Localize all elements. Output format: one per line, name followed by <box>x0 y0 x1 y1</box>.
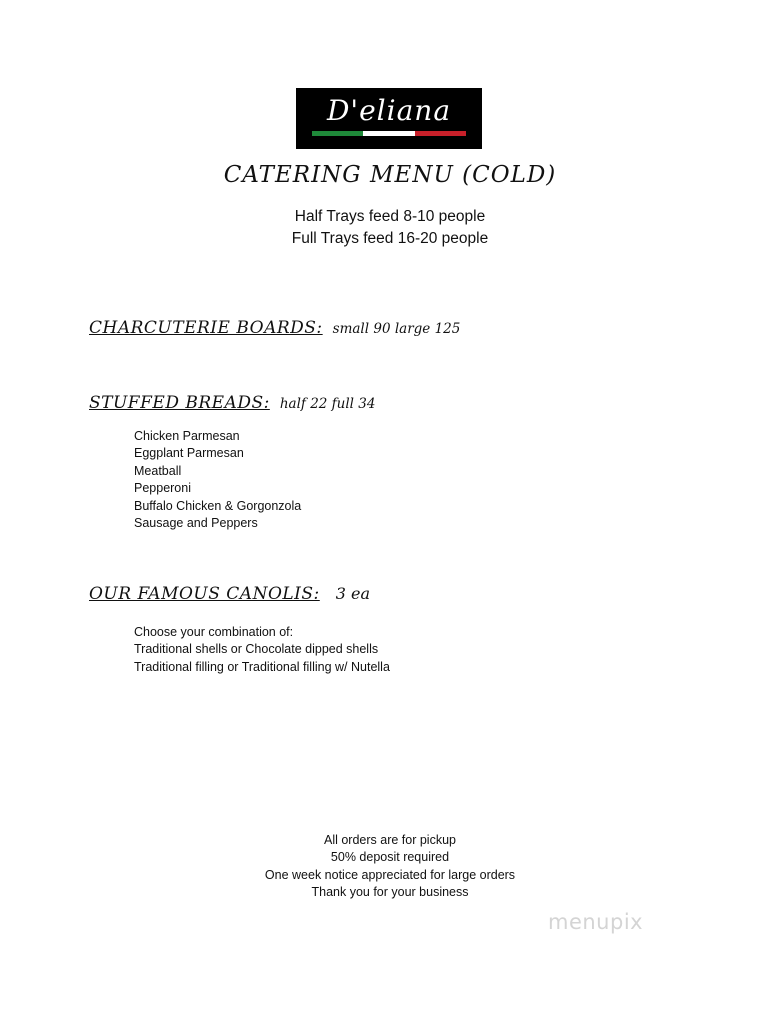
stuffed-breads-list <box>134 428 301 532</box>
section-price: half 22 full 34 <box>279 396 376 412</box>
serving-info-full: Full Trays feed 16-20 people <box>291 230 489 247</box>
logo-text: D'eliana <box>326 94 452 127</box>
footer-line: One week notice appreciated for large orders <box>264 867 516 882</box>
canolis-list <box>134 624 390 676</box>
serving-info <box>0 206 780 250</box>
restaurant-logo <box>296 88 482 149</box>
list-item: Pepperoni <box>134 481 191 496</box>
list-item: Sausage and Peppers <box>134 516 258 531</box>
menu-title: CATERING MENU (COLD) <box>223 162 557 188</box>
footer-line: 50% deposit required <box>330 850 450 865</box>
section-price: small 90 large 125 <box>332 321 461 337</box>
list-item: Traditional filling or Traditional filling w/ Nutella <box>134 659 390 674</box>
list-item: Buffalo Chicken & Gorgonzola <box>134 498 302 513</box>
italian-flag-stripe <box>312 131 466 136</box>
watermark: menupix <box>548 910 644 934</box>
section-charcuterie-heading <box>89 318 460 338</box>
section-stuffed-breads-heading <box>89 393 375 413</box>
order-policy-footer <box>0 832 780 902</box>
footer-line: Thank you for your business <box>311 885 469 900</box>
section-price: 3 ea <box>335 584 371 603</box>
section-name: STUFFED BREADS: <box>89 393 270 413</box>
list-item: Choose your combination of: <box>134 625 294 639</box>
list-item: Chicken Parmesan <box>134 429 240 443</box>
section-name: CHARCUTERIE BOARDS: <box>89 318 323 338</box>
list-item: Eggplant Parmesan <box>134 446 244 461</box>
section-canolis-heading <box>89 584 370 604</box>
list-item: Meatball <box>134 463 182 478</box>
section-name: OUR FAMOUS CANOLIS: <box>89 584 320 604</box>
list-item: Traditional shells or Chocolate dipped shells <box>134 642 379 657</box>
serving-info-half: Half Trays feed 8-10 people <box>294 208 486 225</box>
footer-line: All orders are for pickup <box>323 833 456 847</box>
